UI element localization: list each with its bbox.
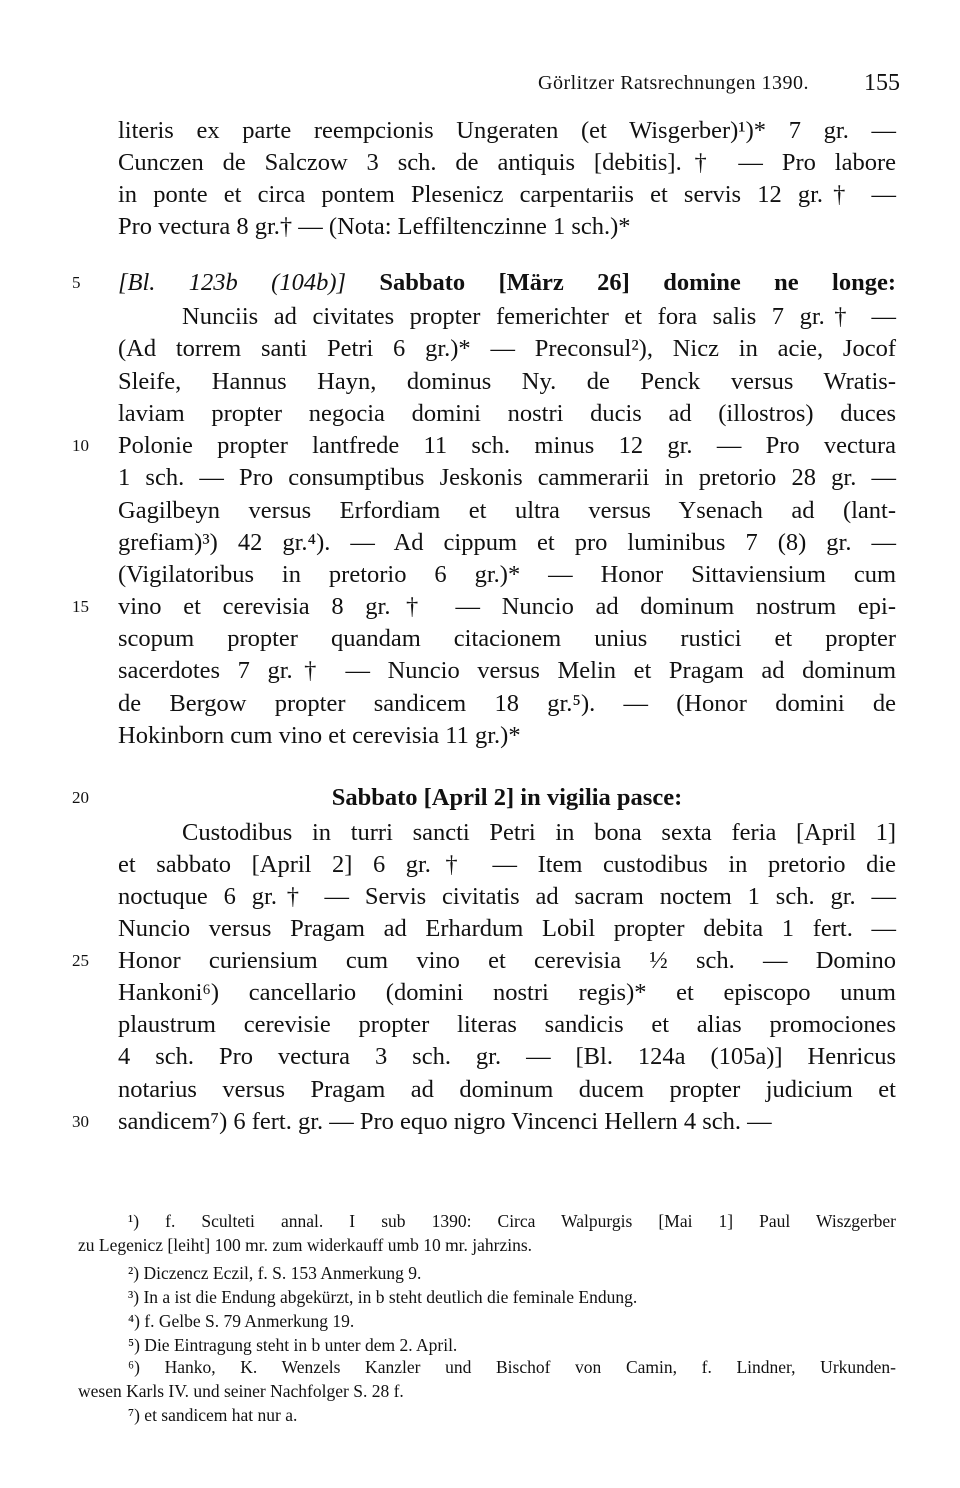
text-line: 1 sch. — Pro consumptibus Jeskonis cammerarii in pretorio 28 gr. —	[118, 464, 896, 491]
text-line: Sabbato [April 2] in vigilia pasce:	[331, 784, 683, 811]
footnote-line: ³) In a ist die Endung abgekürzt, in b steht deutlich die feminale Endung.	[128, 1287, 638, 1307]
text-line: grefiam)³) 42 gr.⁴). — Ad cippum et pro luminibus 7 (8) gr. —	[118, 529, 896, 556]
line-number: 25	[72, 951, 89, 970]
folio-reference: [Bl. 123b (104b)]	[118, 269, 347, 296]
text-line: Hankoni⁶) cancellario (domini nostri regis)* et episcopo unum	[118, 979, 896, 1006]
text-line: Nunciis ad civitates propter femerichter et fora salis 7 gr.† —	[182, 303, 896, 330]
text-line: notarius versus Pragam ad dominum ducem propter judicium et	[118, 1076, 896, 1103]
footnote-line: wesen Karls IV. und seiner Nachfolger S. 28 f.	[78, 1381, 404, 1401]
text-line: Pro vectura 8 gr.† — (Nota: Leffiltenczinne 1 sch.)*	[118, 213, 631, 240]
text-line: de Bergow propter sandicem 18 gr.⁵). — (Honor domini de	[118, 690, 896, 717]
text-line: laviam propter negocia domini nostri ducis ad (illostros) duces	[118, 400, 896, 427]
line-number: 20	[72, 788, 89, 807]
footnote-line: ⁴) f. Gelbe S. 79 Anmerkung 19.	[128, 1311, 355, 1331]
running-head	[0, 70, 960, 100]
line-number: 10	[72, 436, 89, 455]
footnote-line: zu Legenicz [leiht] 100 mr. zum widerkauff umb 10 mr. jahrzins.	[78, 1235, 533, 1255]
text-line	[118, 268, 896, 298]
line-number: 15	[72, 597, 89, 616]
footnote-line: ⁶) Hanko, K. Wenzels Kanzler und Bischof von Camin, f. Lindner, Urkunden-	[128, 1357, 896, 1377]
text-line: (Vigilatoribus in pretorio 6 gr.)* — Honor Sittaviensium cum	[118, 561, 896, 588]
text-line: sandicem⁷) 6 fert. gr. — Pro equo nigro Vincenci Hellern 4 sch. —	[118, 1108, 772, 1135]
text-line: Polonie propter lantfrede 11 sch. minus 12 gr. — Pro vectura	[118, 432, 896, 459]
text-line: Cunczen de Salczow 3 sch. de antiquis [debitis].† — Pro labore	[118, 149, 896, 176]
text-line: literis ex parte reempcionis Ungeraten (et Wisgerber)¹)* 7 gr. —	[118, 117, 896, 144]
text-line: in ponte et circa pontem Plesenicz carpentariis et servis 12 gr.† —	[118, 181, 896, 208]
text-line: Hokinborn cum vino et cerevisia 11 gr.)*	[118, 722, 521, 749]
text-line: plaustrum cerevisie propter literas sandicis et alias promociones	[118, 1011, 896, 1038]
text-line: (Ad torrem santi Petri 6 gr.)* — Preconsul²), Nicz in acie, Jocof	[118, 335, 896, 362]
line-number: 5	[72, 273, 81, 292]
footnote-line: ¹) f. Sculteti annal. I sub 1390: Circa Walpurgis [Mai 1] Paul Wiszgerber	[128, 1211, 896, 1231]
text-line: noctuque 6 gr.† — Servis civitatis ad sacram noctem 1 sch. gr. —	[118, 883, 896, 910]
day-heading: Sabbato [März 26] domine ne longe:	[346, 269, 896, 296]
text-line: Sleife, Hannus Hayn, dominus Ny. de Penck versus Wratis-	[118, 368, 896, 395]
text-line: 4 sch. Pro vectura 3 sch. gr. — [Bl. 124a (105a)] Henricus	[118, 1043, 896, 1070]
text-line: scopum propter quandam citacionem unius rustici et propter	[118, 625, 896, 652]
text-line: Honor curiensium cum vino et cerevisia ½ sch. — Domino	[118, 947, 896, 974]
footnote-line: ⁷) et sandicem hat nur a.	[128, 1405, 298, 1425]
running-title: Görlitzer Ratsrechnungen 1390.	[538, 72, 810, 94]
text-line: et sabbato [April 2] 6 gr.† — Item custodibus in pretorio die	[118, 851, 896, 878]
footnote-line: ²) Diczencz Eczil, f. S. 153 Anmerkung 9.	[128, 1263, 422, 1283]
text-line: Gagilbeyn versus Erfordiam et ultra versus Ysenach ad (lant-	[118, 497, 896, 524]
footnote-line: ⁵) Die Eintragung steht in b unter dem 2. April.	[128, 1335, 458, 1355]
text-line: Custodibus in turri sancti Petri in bona sexta feria [April 1]	[182, 819, 896, 846]
text-line: sacerdotes 7 gr.† — Nuncio versus Melin et Pragam ad dominum	[118, 657, 896, 684]
text-line: Nuncio versus Pragam ad Erhardum Lobil propter debita 1 fert. —	[118, 915, 896, 942]
line-number: 30	[72, 1112, 89, 1131]
text-line: vino et cerevisia 8 gr.† — Nuncio ad dominum nostrum epi-	[118, 593, 896, 620]
page-number: 155	[864, 70, 900, 96]
